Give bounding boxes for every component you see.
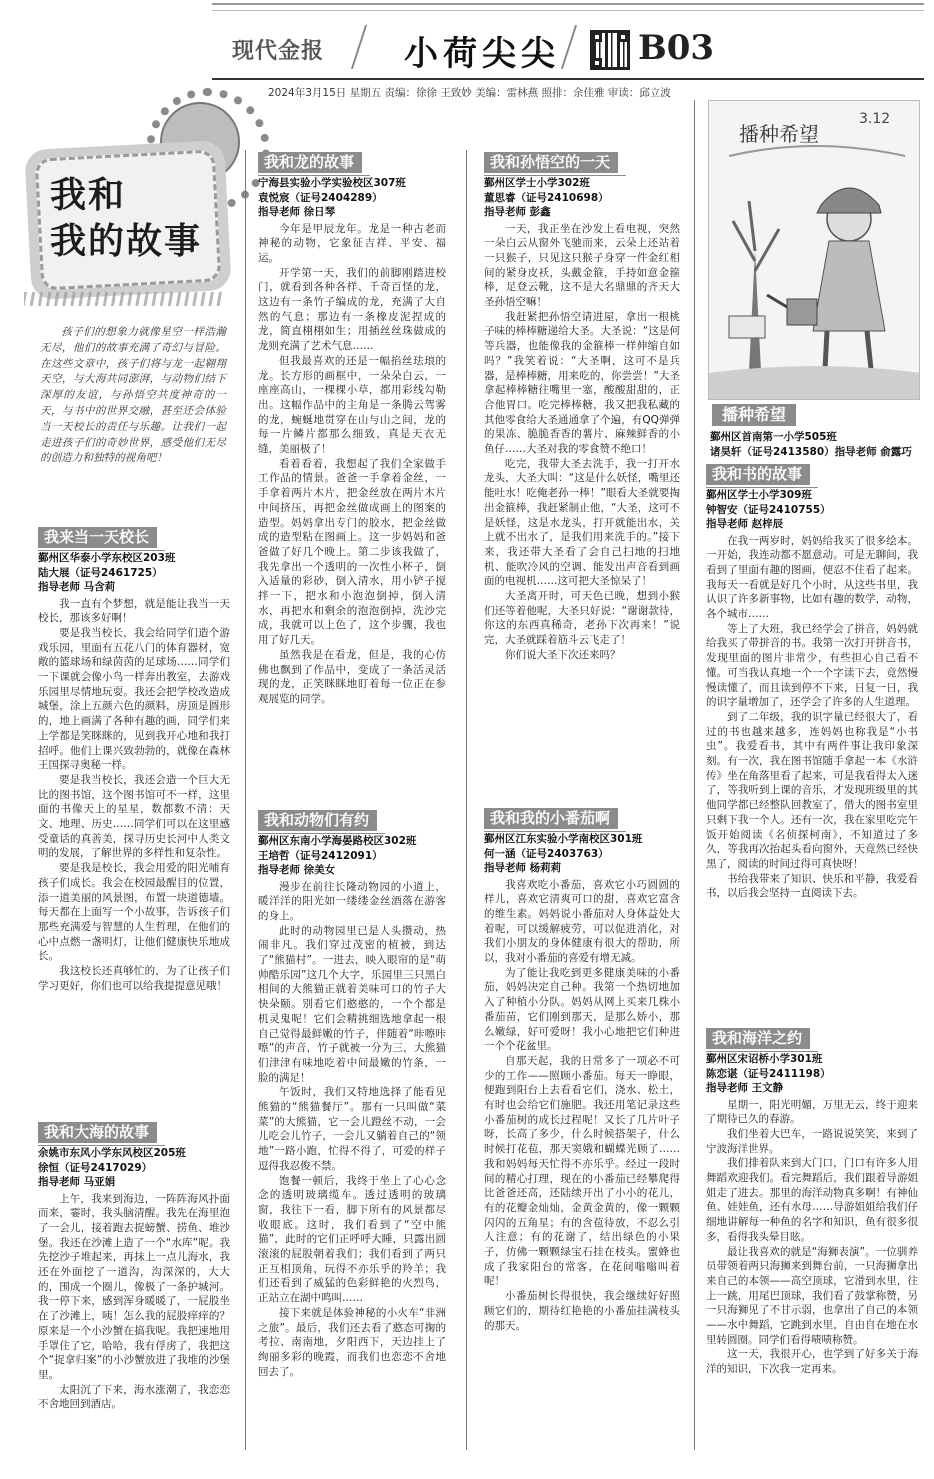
article-wukong [484, 152, 680, 663]
feature-title-line: 我的故事 [50, 220, 203, 262]
article-body [38, 1192, 230, 1413]
article-teacher: 指导老师 杨莉莉 [484, 862, 562, 874]
paragraph: 我赶紧把孙悟空请进屋，拿出一根桃子味的棒棒糖递给大圣。大圣说：“这是何等兵器，也能像我的金箍棒一样伸缩自如吗？”我笑着说：“大圣啊，这可不是兵器，是棒棒糖，用来吃的，你尝尝！”大圣拿起棒棒糖往嘴里一塞，酸酸甜甜的，正合他胃口。吃完棒棒糖，我又把我私藏的其他零食给大圣通通拿了个遍，有QQ弹弹的果冻、脆脆香香的薯片、麻辣鲜香的小鱼仔……大圣对我的零食赞不绝口！ [484, 310, 680, 456]
article-teacher: 指导老师 徐美女 [258, 864, 336, 876]
paragraph: 吃完，我带大圣去洗手，我一打开水龙头，大圣大叫：“这是什么妖怪，嘴里还能吐水！吃俺老孙一棒！”眼看大圣就要掏出金箍棒，我赶紧制止他，“大圣，这可不是妖怪，这是水龙头，打开就能出水，关上就不出水了，是我们用来洗手的。”接下来，我还带大圣看了会自己扫地的扫地机、能吹冷风的空调、能发出声音看到画面的电视机……这可把大圣惊呆了！ [484, 457, 680, 588]
article-teacher: 指导老师 马含莉 [38, 581, 116, 593]
article-heading: 我和书的故事 [706, 464, 810, 485]
article-body [258, 880, 446, 1380]
paragraph: 书给我带来了知识、快乐和平静，我爱看书，以后我会坚持一直阅读下去。 [706, 872, 918, 900]
article-body [706, 534, 918, 902]
article-heading: 我和大海的故事 [38, 1122, 157, 1143]
article-body [706, 1098, 918, 1377]
paragraph: 上午，我来到海边，一阵阵海风扑面而来，霎时，我头脑清醒。我先在海里泡了一会儿，接着跑去捉螃蟹、捞鱼、堆沙堡。我还在沙滩上造了一个“水库”呢。我先挖沙子堆起来，再抹上一点儿海水，我还在外面挖了一道沟，沟深深的，大大的，围成一个圈儿，像极了一条护城河。我一停下来，感到浑身暖暖了，一屁股坐在了沙滩上，咦！怎么我的屁股痒痒的？原来是一个小沙蟹在搞我呢。我把速地用手罩住了它，哈哈，我有俘虏了，我把这个“捉拿归案”的小沙蟹放进了我堆的沙堡里。 [38, 1192, 230, 1381]
article-author: 董思睿（证号2410698） [484, 191, 609, 204]
paragraph: 到了二年级，我的识字量已经很大了，看过的书也越来越多，连妈妈也称我是“小书虫”。我爱看书，其中有两件事让我印象深刻。有一次，我在图书馆随手拿起一本《水浒传》坐在角落里看了起来，可是我看得太入迷了，等我听到上课的音乐，才发现班级里的其他同学都已经整队回教室了，借大的图书室里只剩下我一个人。还有一次，我在家里吃完午饭开始阅读《名侦探柯南》，不知道过了多久，等我再次抬起头看向窗外，天竟然已经快黑了，阅读的时间过得可真快呀！ [706, 710, 918, 870]
section-title: 小荷尖尖 [404, 34, 560, 74]
qr-code-icon[interactable] [590, 30, 630, 70]
drawing-byline [710, 430, 922, 459]
paragraph: 看着看着，我想起了我们全家做手工作品的情景。爸爸一手拿着金丝，一手拿着两片木片，把金丝放在两片木片中间挤压，再把金丝做成画上的图案的造型。妈妈拿出专门的胶水，把金丝做成的造型粘在图画上。这一步妈妈和爸爸做了好几个晚上。第二步该我做了，我先拿出一个透明的一次性小杯子，倒入适量的彩砂，倒入清水，用小铲子搅拌一下，把水和小泡泡倒掉，倒入清水，再把水和剩余的泡泡倒掉，洗沙完成，我就可以上色了，这个步骤，我也用了好几天。 [258, 457, 446, 647]
article-principal [38, 527, 230, 993]
child-drawing-image [708, 100, 920, 400]
article-author: 袁悦宸（证号2404289） [258, 191, 383, 204]
paragraph: 我喜欢吃小番茄，喜欢它小巧圆圆的样儿，喜欢它清爽可口的甜，喜欢它富含的维生素。妈妈说小番茄对人身体益处大着呢，可以缓解疲劳，可以促进消化，对我们小朋友的身体健康有很大的帮助，所以，我对小番茄的喜爱有增无减。 [484, 878, 680, 965]
article-school: 余姚市东风小学东风校区205班 [38, 1147, 186, 1159]
article-heading: 我和动物们有约 [258, 810, 377, 831]
paragraph: 这一天，我很开心，也学到了好多关于海洋的知识，下次我一定再来。 [706, 1348, 918, 1376]
article-author: 诸昊轩（证号2413580）指导老师 俞露巧 [710, 445, 912, 458]
masthead-top-rule [212, 3, 924, 11]
paragraph: 虽然我是在看龙，但是，我的心仿佛也飘到了作品中，变成了一条活灵活现的龙，正笑眯眯地盯着每一位正在参观展览的同学。 [258, 648, 446, 705]
drawing-date-text: 3.12 [859, 111, 891, 127]
article-sea [38, 1122, 230, 1412]
article-teacher: 指导老师 赵梓辰 [706, 518, 784, 530]
article-school: 鄞州区东南小学海晏路校区302班 [258, 835, 417, 847]
article-teacher: 指导老师 徐日琴 [258, 206, 336, 218]
article-body [258, 222, 446, 707]
masthead-divider [561, 25, 577, 69]
paragraph: 一天，我正坐在沙发上看电视，突然一朵白云从窗外飞驰而来，云朵上还站着一只猴子，只见这只猴子身穿一件金红相间的紧身皮袄，头戴金箍，手持如意金箍棒，足登云靴，这不是大名鼎鼎的齐天大圣孙悟空嘛！ [484, 222, 680, 309]
paragraph: 午饭时，我们又特地选择了能看见熊猫的“熊猫餐厅”。那有一只叫做“菜菜”的大熊猫，它一会儿蹬丝不动，一会儿吃会儿竹子，一会儿又躺着自己的“领地”一路小跑，忙得不得了，可爱的样子逗得我忍俊不禁。 [258, 1086, 446, 1172]
article-teacher: 指导老师 马亚娟 [38, 1176, 116, 1188]
article-heading: 我和孙悟空的一天 [484, 152, 618, 173]
article-school: 鄞州区宋诏桥小学301班 [706, 1053, 823, 1065]
column-divider [245, 150, 246, 1450]
paragraph: 我们坐着大巴车，一路说说笑笑，来到了宁波海洋世界。 [706, 1127, 918, 1155]
article-animals [258, 810, 446, 1379]
feature-intro: 孩子们的想象力就像星空一样浩瀚无尽，他们的故事充满了奇幻与冒险。在这些文章中，孩子们将与龙一起翱翔天空，与大海共同澎湃，与动物们结下深厚的友谊，与孙悟空共度神奇的一天，与书中的世界交融，甚至还会体验当一天校长的责任与乐趣。让我们一起走进孩子们的奇妙世界，感受他们无尽的创造力和独特的视角吧！ [40, 326, 226, 465]
article-school: 鄞州区首南第一小学505班 [710, 431, 837, 443]
article-ocean [706, 1028, 918, 1377]
article-author: 陆大展（证号2461725） [38, 566, 163, 579]
masthead [0, 0, 934, 110]
paragraph: 为了能让我吃到更多健康美味的小番茄，妈妈决定自己种。我第一个热切地加入了种植小分队。妈妈从网上买来几株小番茄苗，它们刚到那天，是那么娇小，那么嫩绿，好可爱呀！我小心地把它们种进一个个花盆里。 [484, 966, 680, 1053]
paragraph: 小番茄树长得很快，我会继续好好照顾它们的，期待红艳艳的小番茄挂满枝头的那天。 [484, 1290, 680, 1332]
paragraph: 接下来就是体验神秘的小火车“非洲之旅”。最后，我们还去看了憨态可掬的考拉、南南地，夕阳西下，天边挂上了绚丽多彩的晚霞，而我们也恋恋不舍地回去了。 [258, 1306, 446, 1378]
article-heading: 我和我的小番茄啊 [484, 808, 618, 829]
feature-title [50, 172, 220, 264]
article-body [484, 222, 680, 663]
article-teacher: 指导老师 彭鑫 [484, 206, 551, 218]
paragraph: 我一直有个梦想，就是能让我当一天校长，那该多好啊！ [38, 597, 230, 625]
article-body [38, 597, 230, 994]
article-tomato [484, 808, 680, 1333]
article-heading: 播种希望 [712, 404, 796, 426]
column-divider [694, 100, 695, 1450]
drawing-banner-text: 播种希望 [739, 122, 819, 146]
paragraph: 等上了大班，我已经学会了拼音，妈妈就给我买了带拼音的书。我第一次打开拼音书，发现里面的图片非常少，有些担心自己看不懂。可当我认真地一个一个字读下去，竟然慢慢读懂了，而且读到停不下来，日复一日，我的识字量增加了，还学会了许多的人生道理。 [706, 622, 918, 709]
article-school: 鄞州区学士小学302班 [484, 177, 590, 189]
article-teacher: 指导老师 王文静 [706, 1082, 784, 1094]
paragraph: 此时的动物园里已是人头攒动，热闹非凡。我们穿过茂密的植被，到达了“熊猫村”。一进去，映入眼帘的是“萌帅酷乐园”这几个大字，乐园里三只黑白相间的大熊猫正就着美味可口的竹子大快朵颐。别看它们憨憨的，一个个都是机灵鬼呢！它们会精挑细选地拿起一根自己觉得最鲜嫩的竹子，伴随着“咔嚓咔嚓”的声音，竹子就被一分为三，大熊猫们津津有味地吃着中间最嫩的竹条，一脸的满足！ [258, 924, 446, 1084]
article-heading: 我来当一天校长 [38, 527, 157, 548]
page-number: B03 [638, 28, 715, 68]
newspaper-name: 现代金报 [232, 38, 325, 64]
article-author: 王培哲（证号2412091） [258, 849, 383, 862]
paragraph: 开学第一天，我们的前脚刚踏进校门，就看到各种各样、千奇百怪的龙，这边有一条竹子编成的龙，充满了大自然的气息；那边有一条橡皮泥捏成的龙，简直栩栩如生；用插丝丝珠做成的龙则充满了艺术气息…… [258, 266, 446, 353]
paragraph: 我这校长还真够忙的，为了让孩子们学习更好，你们也可以给我提提意见哦！ [38, 965, 230, 992]
paragraph: 饱餐一顿后，我终于坐上了心心念念的透明玻璃缆车。透过透明的玻璃窗，我往下一看，脚下所有的风景都尽收眼底。这时，我们看到了“空中熊猫”，此时的它们正呼呼大睡，只露出圆滚滚的屁股朝着我们；我们看到了两只正互相顶角，玩得不亦乐乎的羚羊；我们还看到了威猛的色彩鲜艳的火烈鸟，正站立在湖中鸣叫…… [258, 1174, 446, 1305]
article-author: 何一涵（证号2403763） [484, 847, 609, 860]
article-school: 宁海县实验小学实验校区307班 [258, 177, 406, 189]
paragraph: 星期一，阳光明媚，万里无云，终于迎来了期待已久的春游。 [706, 1098, 918, 1126]
paragraph: 在我一两岁时，妈妈给我买了很多绘本。一开始，我连动都不愿意动。可是无聊间，我看到了里面有趣的图画，便忍不住看了起来。我每天一看就是好几个小时，从这些书里，我认识了许多新事物，比如有趣的数学，动物，各个城市…… [706, 534, 918, 621]
article-author: 钟智安（证号2410755） [706, 503, 831, 516]
paragraph: 太阳沉了下来，海水涨潮了，我恋恋不舍地回到酒店。 [38, 1383, 230, 1411]
paragraph: 自那天起，我的日常多了一项必不可少的工作——照顾小番茄。每天一睁眼，便跑到阳台上去看看它们，浇水、松土，有时也会给它们施肥。我还用笔记录这些小番茄树的成长过程呢！又长了几片叶子呀，长高了多少，什么时候搭架子，什么时候打花苞，那天窦娥和蝴蝶光顾了……我和妈妈每天忙得不亦乐乎。经过一段时间的精心打理，现在的小番茄已经攀爬得比爸爸还高，还陆续开出了小小的花儿，有的花瓣金灿灿，金黄金黄的，像一颗颗闪闪的五角星；有的含苞待放，不忍么引人注意；有的花谢了，结出绿色的小果子，仿佛一颗颗绿宝石挂在枝头。蜜蜂也成了我家阳台的常客，在花间嗡嗡叫着呢！ [484, 1054, 680, 1288]
paragraph: 最让我喜欢的就是“海狮表演”。一位驯养员带领着两只海狮来到舞台前，一只海狮拿出来自己的本领——高空顶球，它滑到水里，往上一跳，用尾巴顶球，我们看了鼓掌称赞，另一只海狮见了不甘示弱，也拿出了自己的本领——水中舞蹈，它跳到水里，自由自在地在水里转圆圈。同学们看得啧啧称赞。 [706, 1245, 918, 1346]
issue-meta: 2024年3月15日 星期五 责编：徐徐 王致妙 美编：雷林燕 照排：余佳雅 审读：邱立波 [268, 87, 671, 99]
paragraph: 要是我当校长，我还会造一个巨大无比的图书馆，这个图书馆可不一样，这里面的书像天上的星星，数都数不清：天文、地理、历史……同学们可以在这里感受童话的真善美，探寻历史长河中人类文明的发展，了解世界的多样性和复杂性。 [38, 773, 230, 860]
article-school: 鄞州区江东实验小学南校区301班 [484, 833, 643, 845]
paragraph: 要是我当校长，我会给同学们造个游戏乐园，里面有五花八门的体育器材，宽敞的篮球场和绿茵茵的足球场……同学们一下课就会像小鸟一样奔出教室，去游戏乐园里尽情地玩耍。我还会把学校改造成城堡，涂上五颜六色的颜料，房顶是圆形的，地上画满了各种有趣的画，同学们来上学都是笑眯眯的，见到我开心地和我打招呼。他们上课兴致勃勃的，就像在森林王国探寻奥秘一样。 [38, 626, 230, 772]
article-heading: 我和海洋之约 [706, 1028, 810, 1049]
masthead-divider [351, 25, 367, 69]
paragraph: 但我最喜欢的还是一幅掐丝珐琅的龙。长方形的画框中，一朵朵白云，一座座高山，一棵棵小草，都用彩线勾勒出。这幅作品中的主角是一条腾云驾雾的龙，蜿蜒地贯穿在山与山之间，龙的每一片鳞片都那么细致，真是天衣无缝，美丽极了！ [258, 354, 446, 456]
paragraph: 大圣离开时，可天色已晚，想到小猴们还等着他呢，大圣只好说：“谢谢款待，你这的东西真稀奇，老孙下次再来！”说完，大圣就踩着筋斗云飞走了！ [484, 590, 680, 647]
article-school: 鄞州区学士小学309班 [706, 489, 812, 501]
paragraph: 你们说大圣下次还来吗？ [505, 648, 621, 661]
article-dragon [258, 152, 446, 707]
column-divider [466, 150, 467, 1450]
article-author: 陈恋谌（证号2411198） [706, 1067, 831, 1080]
paragraph: 要是我是校长，我会用爱的阳光哺育孩子们成长。我会在校园最醒目的位置，添一道美丽的风景图，布置一块道德墙。每天都在上面写一个小故事，告诉孩子们那些充满爱与智慧的人生哲理，在他们的心中点燃一盏明灯，让他们健康快乐地成长。 [38, 862, 230, 963]
feature-title-line: 我和 [50, 174, 127, 216]
article-school: 鄞州区华泰小学东校区203班 [38, 552, 176, 564]
article-body [484, 878, 680, 1334]
paragraph: 我们排着队来到大门口，门口有许多人用舞蹈欢迎我们。看完舞蹈后，我们跟着导游姐姐走了进去。那里的海洋动物真多啊！有神仙鱼、娃娃鱼，还有水母……导游姐姐给我们仔细地讲解每一种鱼的名字和知识，鱼有很多很多，看得我头晕目眩。 [706, 1157, 918, 1243]
article-books [706, 464, 918, 901]
grass-decoration [24, 292, 224, 306]
masthead-rule [212, 78, 924, 80]
paragraph: 漫步在前往长隆动物园的小道上，暖洋洋的阳光如一缕缕金丝酒落在游客的身上。 [258, 880, 446, 922]
paragraph: 今年是甲辰龙年。龙是一种古老而神秘的动物，它象征吉祥、平安、福运。 [258, 222, 446, 264]
article-author: 徐恒（证号2417029） [38, 1161, 153, 1174]
article-heading: 我和龙的故事 [258, 152, 362, 173]
drawing-illustration [709, 101, 920, 400]
